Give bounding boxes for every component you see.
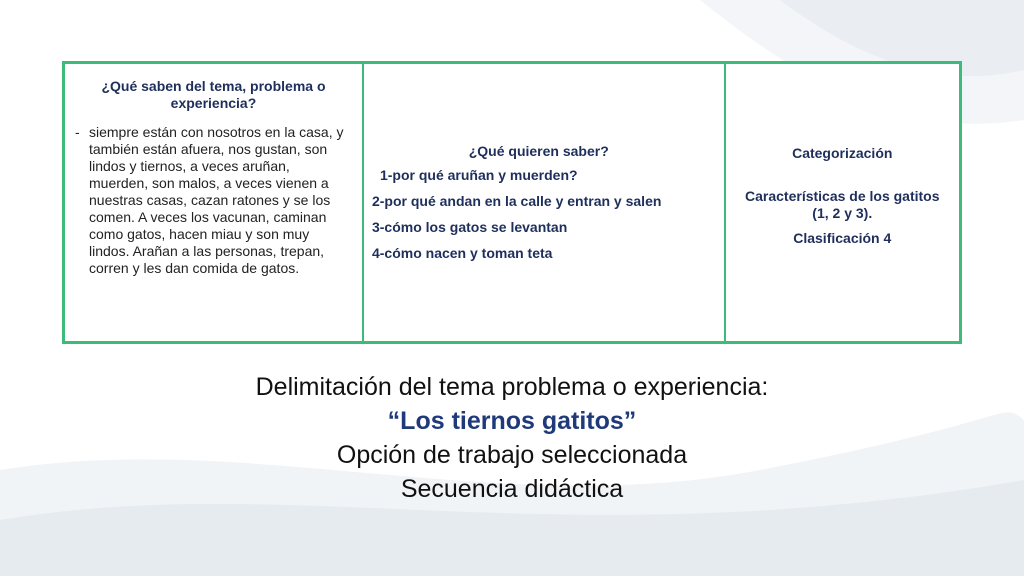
what-they-know-bullet: [75, 124, 352, 277]
categorization-column: [724, 64, 959, 341]
categorization-title: Categorización: [792, 144, 893, 161]
didactic-sequence-line: Secuencia didáctica: [400, 475, 624, 503]
question-item: 4-cómo nacen y toman teta: [371, 244, 553, 261]
what-they-know-column: [65, 64, 362, 341]
work-option-line: Opción de trabajo seleccionada: [336, 441, 688, 469]
question-item: 1-por qué aruñan y muerden?: [379, 166, 578, 183]
bullet-dash: -: [75, 124, 80, 140]
topic-title: “Los tiernos gatitos”: [387, 407, 637, 435]
what-they-know-heading: ¿Qué saben del tema, problema o experiencia?: [101, 78, 326, 111]
bottom-text-block: [0, 370, 1024, 506]
characteristics-text: Características de los gatitos (1, 2 y 3).: [745, 187, 940, 221]
question-item: 2-por qué andan en la calle y entran y salen: [371, 192, 662, 209]
question-item: 3-cómo los gatos se levantan: [371, 218, 568, 235]
what-they-know-text: siempre están con nosotros en la casa, y también están afuera, nos gustan, son lindos y tiernos, a veces aruñan, muerden, son malos, a veces vienen a nuestras casas, cazan ratones y se los comen. A veces los vacunan, caminan como gatos, hacen miau y son muy lindos. Arañan a las personas, trepan, corren y les dan comida de gatos.: [89, 124, 344, 276]
what-they-want-column: [362, 64, 724, 341]
what-they-want-heading: ¿Qué quieren saber?: [468, 142, 609, 159]
knowledge-table: [62, 61, 962, 344]
classification-text: Clasificación 4: [793, 229, 892, 246]
delimitation-line: Delimitación del tema problema o experiencia:: [255, 373, 769, 401]
